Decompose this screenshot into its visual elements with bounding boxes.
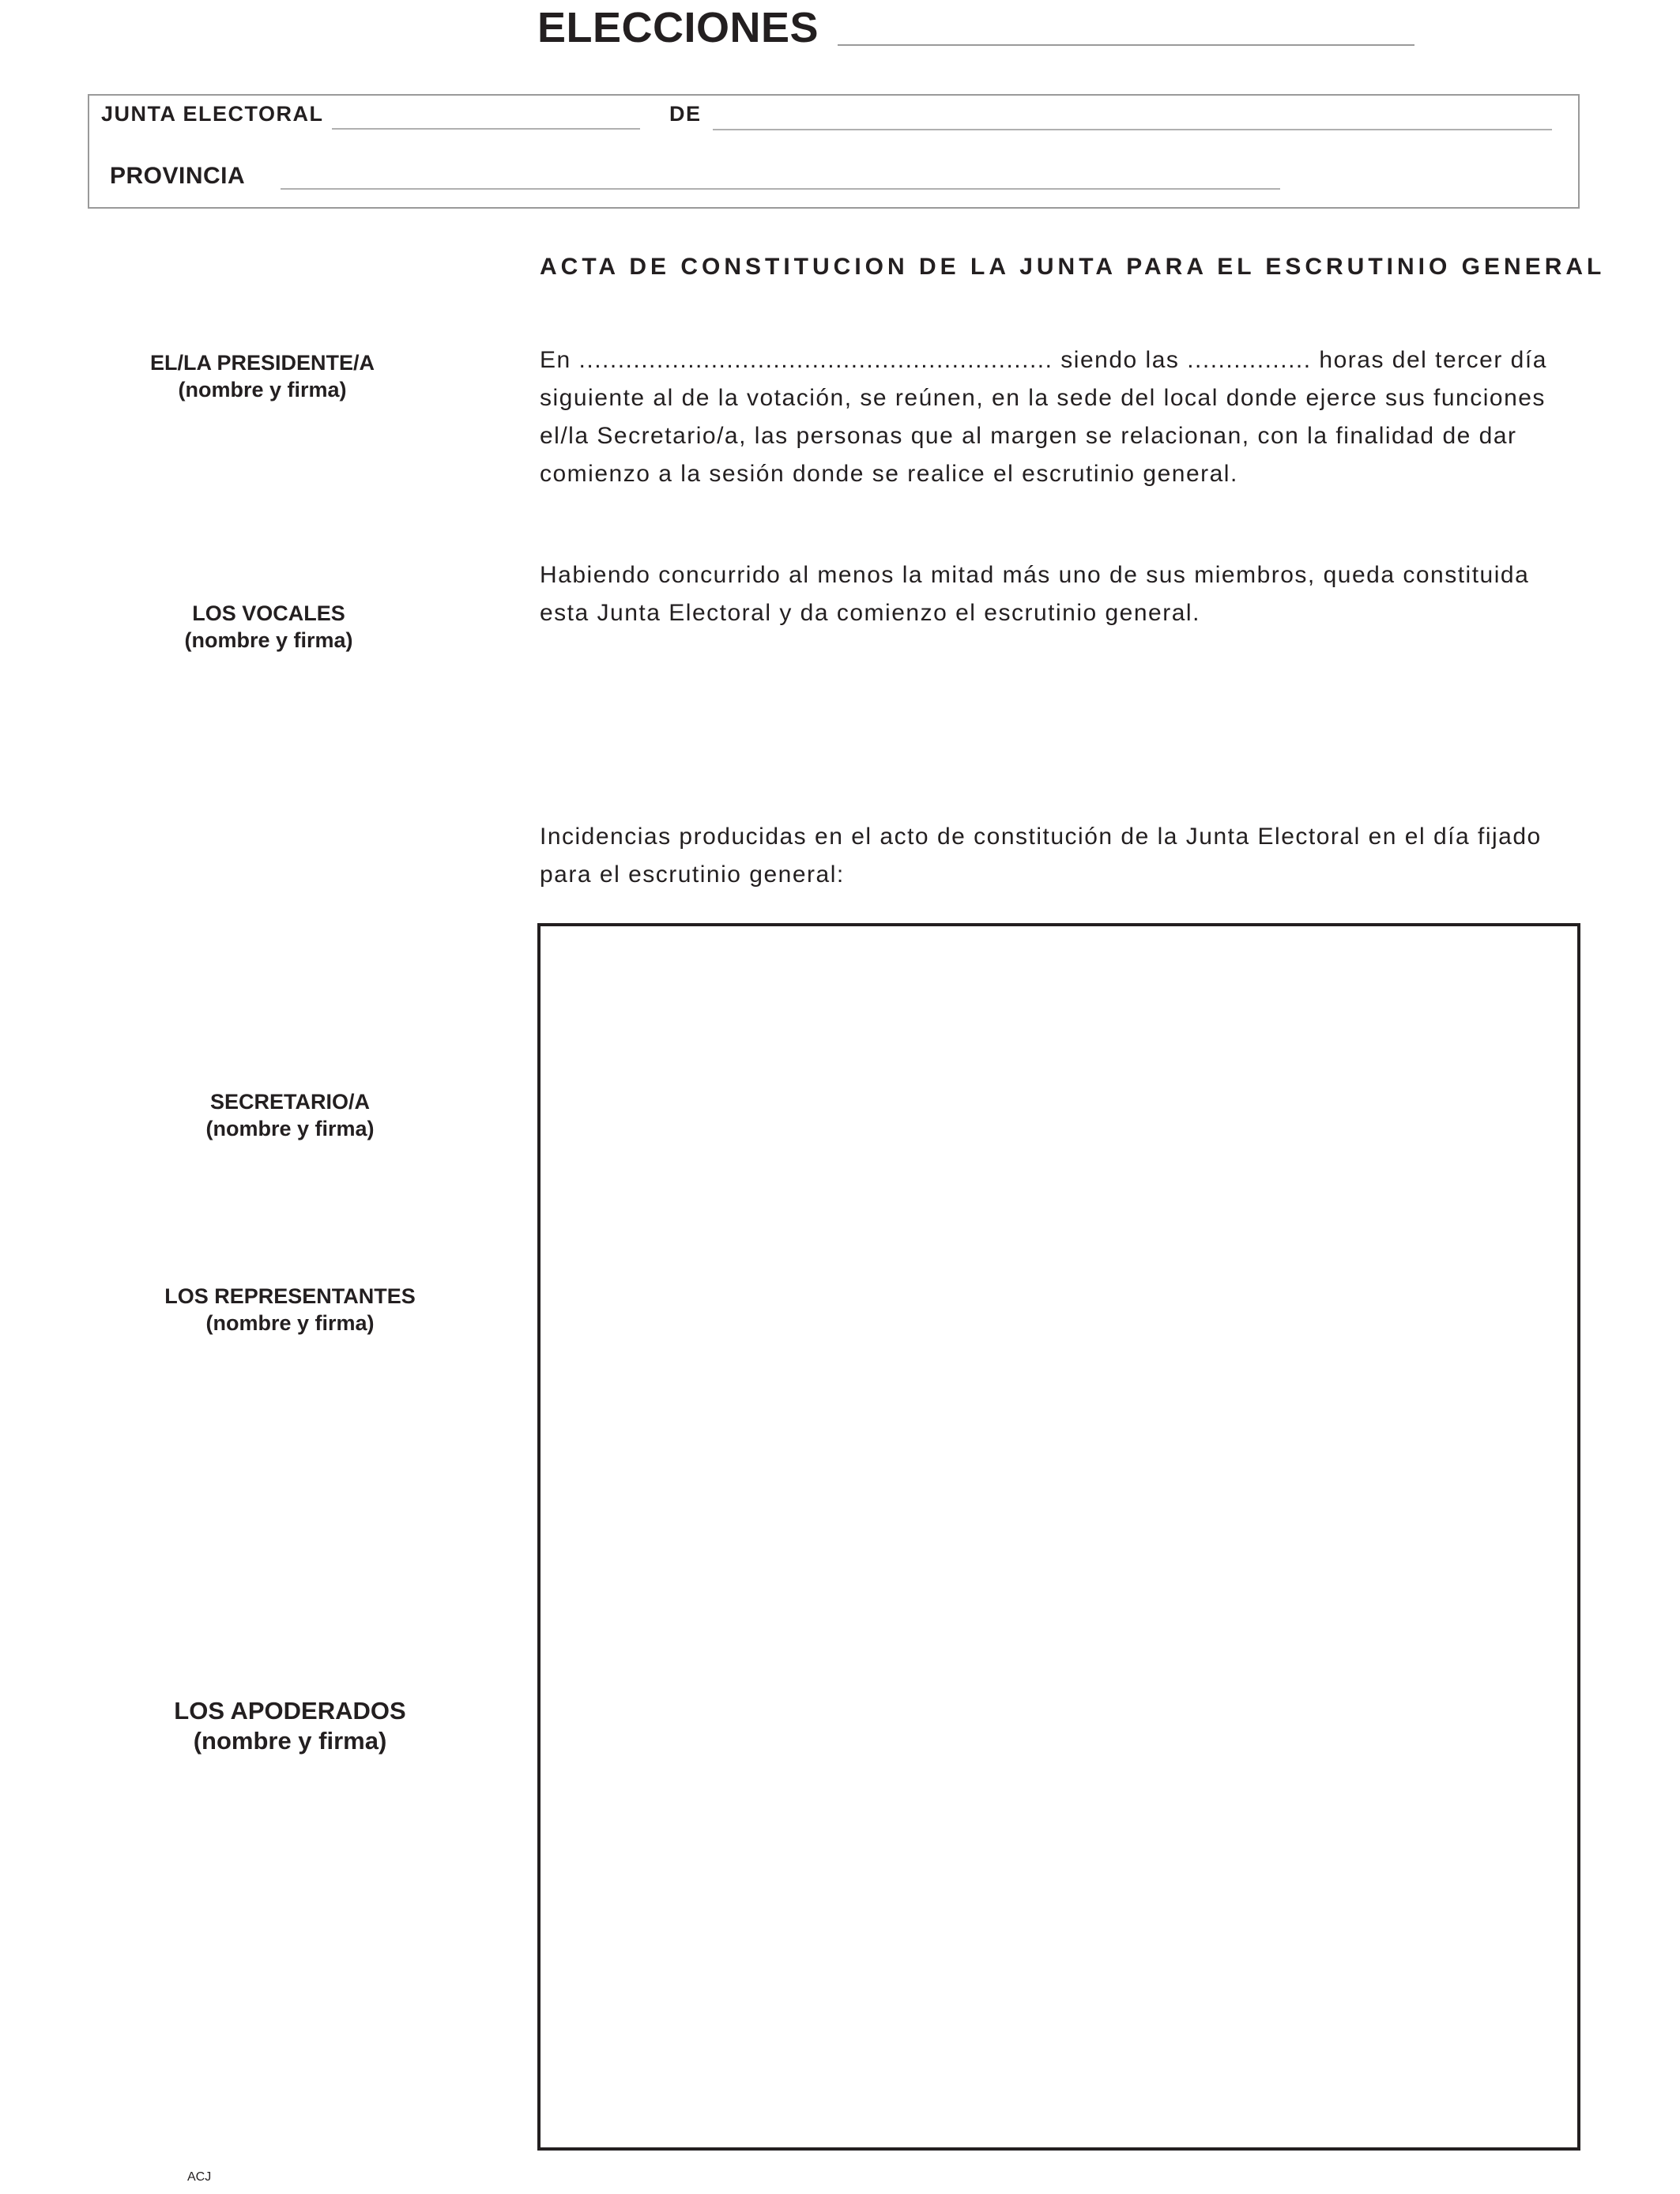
paragraph-line: comienzo a la sesión donde se realice el escrutinio general. (540, 461, 1238, 487)
paragraph-quorum (540, 556, 1595, 632)
signatory-note: (nombre y firma) (184, 628, 353, 652)
signatory-role: LOS APODERADOS (174, 1697, 406, 1725)
junta-electoral-fill-line[interactable] (332, 128, 640, 130)
paragraph-line: Habiendo concurrido al menos la mitad más uno de sus miembros, queda constituida (540, 562, 1530, 588)
incidencias-box[interactable] (537, 923, 1580, 2151)
paragraph-line: siguiente al de la votación, se reúnen, en la sede del local donde ejerce sus funciones (540, 385, 1546, 411)
signatory-note: (nombre y firma) (205, 1117, 375, 1140)
signatory-role: EL/LA PRESIDENTE/A (149, 351, 375, 375)
signatory-representantes[interactable] (132, 1283, 448, 1336)
paragraph-incidencias (540, 818, 1595, 894)
signatory-note: (nombre y firma) (193, 1727, 387, 1755)
paragraph-line: esta Junta Electoral y da comienzo el escrutinio general. (540, 600, 1200, 626)
signatory-apoderados[interactable] (132, 1696, 448, 1756)
signatory-note: (nombre y firma) (178, 378, 347, 401)
elecciones-title: ELECCIONES (537, 4, 819, 51)
signatory-secretario[interactable] (132, 1088, 448, 1142)
acta-title: ACTA DE CONSTITUCION DE LA JUNTA PARA EL ESCRUTINIO GENERAL (540, 254, 1606, 280)
paragraph-line: el/la Secretario/a, las personas que al margen se relacionan, con la finalidad de dar (540, 423, 1517, 449)
paragraph-line: Incidencias producidas en el acto de constitución de la Junta Electoral en el día fijado (540, 824, 1542, 850)
paragraph-constitution (540, 341, 1595, 493)
signatory-vocales[interactable] (111, 600, 427, 654)
provincia-label: PROVINCIA (110, 163, 246, 189)
de-fill-line[interactable] (713, 129, 1552, 130)
provincia-fill-line[interactable] (281, 188, 1280, 190)
paragraph-line: En ............................................................. siendo las ................ horas del tercer día (540, 347, 1547, 373)
de-label: DE (669, 102, 702, 126)
paragraph-line: para el escrutinio general: (540, 861, 845, 888)
form-code: ACJ (187, 2170, 212, 2184)
elecciones-fill-line[interactable] (838, 44, 1414, 46)
signatory-role: LOS REPRESENTANTES (164, 1284, 416, 1308)
signatory-role: LOS VOCALES (192, 601, 345, 625)
signatory-role: SECRETARIO/A (209, 1090, 370, 1114)
signatory-presidente[interactable] (104, 349, 420, 403)
signatory-note: (nombre y firma) (205, 1311, 375, 1335)
junta-electoral-label: JUNTA ELECTORAL (101, 102, 324, 126)
